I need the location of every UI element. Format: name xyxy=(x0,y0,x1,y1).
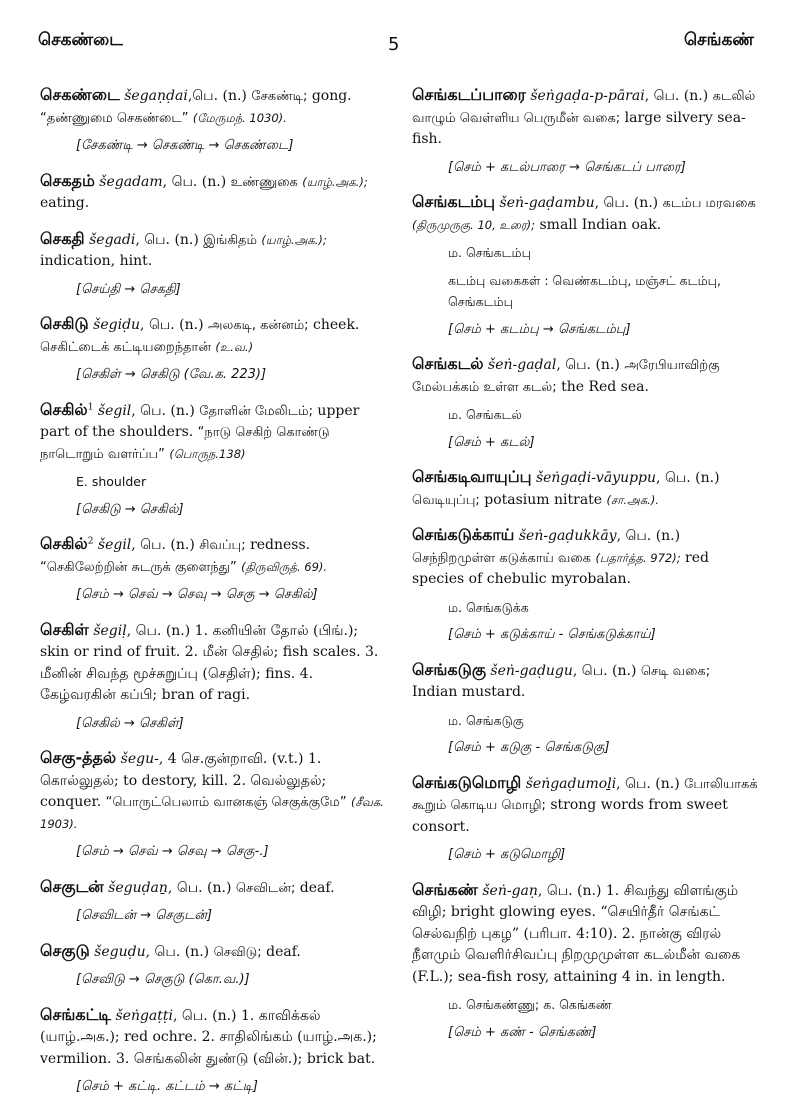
source-citation: (பொருந.138) xyxy=(169,446,246,461)
entry-definition xyxy=(412,772,758,839)
transliteration: šeṅgaḍa-p-pārai xyxy=(530,88,645,104)
entry-definition xyxy=(40,228,386,273)
source-citation: (பதார்த்த. 972); xyxy=(595,550,681,565)
dictionary-entry xyxy=(40,876,386,927)
etymology: [செம் + கடல்பாரை → செங்கடப் பாரை] xyxy=(448,159,686,175)
transliteration: šeṅ-gaḍugu xyxy=(490,662,573,679)
etymology: [செம் + கடம்பு → செங்கடம்பு] xyxy=(448,321,631,337)
english-gloss: cheek. xyxy=(313,317,360,333)
entry-headword: செங்கடிவாயுப்பு xyxy=(412,467,532,486)
tamil-gloss: சிவப்பு; xyxy=(199,538,246,553)
entry-definition xyxy=(40,747,386,835)
grammar-label: , பெ. (n.) xyxy=(616,528,681,544)
dictionary-entry xyxy=(40,170,386,215)
cognate-note: கடம்பு வகைகள் : வெண்கடம்பு, மஞ்சட் கடம்பு, செங்கடம்பு xyxy=(448,272,721,309)
entry-headword: செங்கடம்பு xyxy=(412,192,496,211)
grammar-label: , பெ. (n.) xyxy=(656,470,720,486)
cognate-note: ம. செங்கடல் xyxy=(448,407,522,422)
tamil-gloss: செடி வகை; xyxy=(640,663,711,679)
entry-headword: செங்கண் xyxy=(412,879,478,899)
grammar-label: , பெ. (n.) xyxy=(556,357,620,373)
tamil-gloss: அரேபியாவிற்கு மேல்பக்கம் உள்ள கடல்; xyxy=(412,358,720,395)
running-head-right: செங்கண் xyxy=(683,30,754,50)
english-gloss: gong. xyxy=(311,88,352,104)
tamil-gloss: போலியாகக் கூறும் கொடிய மொழி; xyxy=(412,776,758,813)
grammar-label: , பெ. (n.) xyxy=(167,879,232,896)
dictionary-entry xyxy=(40,747,386,863)
tamil-gloss: சேகண்டி; xyxy=(251,89,308,104)
cognate-note: ம. செங்கடுகு xyxy=(448,712,524,728)
entry-headword: செங்கடப்பாரை xyxy=(412,85,526,104)
sense-text: 1. சிவந்து விளங்கும் விழி; bright glowing eyes. “செயிர்தீர் செங்கட் செல்வநிற் புகழ” (பரிபா. 4:10). 2. நான்கு விரல் நீளமும் வெளிர்சிவப்பு நிறமுமுள்ள கடல்மீன் வகை (F.L.); sea-fish rosy, attaining 4 in. in length. xyxy=(412,882,741,985)
entry-headword: செகிள் xyxy=(40,619,89,639)
transliteration: šeguḍu xyxy=(94,943,146,960)
transliteration: šeṅ-gaḍambu xyxy=(499,195,595,211)
tamil-gloss: உண்ணுகை xyxy=(230,174,298,190)
entry-definition xyxy=(40,940,386,964)
grammar-label: ,பெ. (n.) xyxy=(187,88,247,104)
running-head-left: செகண்டை xyxy=(38,30,123,50)
etymology: [சேகண்டி → செகண்டி → செகண்டை] xyxy=(76,138,294,153)
source-citation: (திருமுருகு. 10, உரை); xyxy=(412,217,536,232)
dictionary-entry xyxy=(412,772,758,866)
dictionary-entry xyxy=(40,313,386,386)
tamil-gloss: வெடியுப்பு; xyxy=(412,492,480,508)
etymology: [செம் + கடுக்காய் - செங்கடுக்காய்] xyxy=(448,627,656,642)
transliteration: šeṅgaḍi-vāyuppu xyxy=(535,470,657,486)
english-gloss: upper part of the shoulders. xyxy=(40,402,360,440)
grammar-label: , பெ. (n.) xyxy=(131,402,195,419)
dictionary-entry xyxy=(40,1004,386,1098)
grammar-label: , பெ. (n.) xyxy=(126,622,191,639)
dictionary-entry xyxy=(40,940,386,991)
source-citation: (சீவக. 1903). xyxy=(40,795,384,831)
entry-definition xyxy=(412,84,758,151)
entry-headword: செகில் xyxy=(40,399,88,419)
dictionary-entry xyxy=(40,619,386,735)
page-number: 5 xyxy=(388,34,400,55)
dictionary-entry xyxy=(412,191,758,340)
etymology: [செம் + கடல்] xyxy=(448,434,535,450)
tamil-gloss: தோளின் மேலிடம்; xyxy=(199,403,313,419)
source-citation: (உ.வ.) xyxy=(215,339,254,354)
grammar-label: , பெ. (n.) xyxy=(537,882,602,899)
dictionary-entry xyxy=(40,399,386,521)
source-citation: (திருவிருத். 69). xyxy=(241,559,328,574)
transliteration: šegil xyxy=(97,402,132,419)
entry-headword: செகில் xyxy=(40,534,88,553)
sense-text: 1. கனியின் தோல் (பிங்.); skin or rind of fruit. 2. மீன் செதில்; fish scales. 3. மீனின் சிவந்த மூச்சுறுப்பு (செதிள்); fins. 4. கேழ்வரகின் கப்பி; bran of ragi. xyxy=(40,622,379,703)
transliteration: šeṅgaḍumoḻi xyxy=(525,775,617,792)
transliteration: šeṅ-gaḍukkāy xyxy=(518,528,617,544)
entry-headword: செகதம் xyxy=(40,170,95,190)
english-gloss: redness. xyxy=(250,537,311,553)
source-citation: (மேருமந். 1030). xyxy=(192,110,287,125)
dictionary-entry xyxy=(412,353,758,453)
grammar-label: , 4 செ.குன்றாவி. (v.t.) xyxy=(158,751,304,767)
entry-definition xyxy=(40,619,386,707)
entry-definition xyxy=(412,524,758,591)
dictionary-entry xyxy=(40,228,386,301)
grammar-label: , பெ. (n.) xyxy=(572,662,637,679)
etymology: [செம் → செவ் → செவு → செகு-.] xyxy=(76,844,269,859)
entry-headword: செங்கடுமொழி xyxy=(412,772,522,792)
english-gloss: large silvery sea-fish. xyxy=(412,109,746,147)
etymology: [செவிடன் → செகுடன்] xyxy=(76,908,213,923)
cognate-note: ம. செங்கண்ணு; க. கெங்கண் xyxy=(448,997,612,1012)
entry-definition xyxy=(412,879,758,989)
entry-headword: செகுடன் xyxy=(40,876,104,896)
quotation: “பொருட்பெலாம் வானகஞ் செகுக்குமே” xyxy=(105,795,347,810)
etymology: [செம் → செவ் → செவு → செகு → செகில்] xyxy=(76,587,318,602)
entry-definition xyxy=(40,399,386,466)
right-column xyxy=(412,84,758,1056)
english-gloss: indication, hint. xyxy=(40,253,153,269)
entry-definition xyxy=(412,353,758,398)
entry-headword: செகண்டை xyxy=(40,85,120,104)
source-citation: (சா.அக.). xyxy=(606,492,659,507)
entry-headword: செகதி xyxy=(40,228,85,248)
sense-text: 1. காவிக்கல் (யாழ்.அக.); red ochre. 2. சாதிலிங்கம் (யாழ்.அக.); vermilion. 3. செங்கலின் துண்டு (வின்.); brick bat. xyxy=(40,1007,377,1067)
entry-headword: செங்கடல் xyxy=(412,354,484,373)
entry-definition xyxy=(40,533,386,578)
cognate-note: ம. செங்கடம்பு xyxy=(448,245,531,260)
homonym-number: 2 xyxy=(87,536,94,547)
entry-definition xyxy=(40,313,386,358)
etymology: [செகிடு → செகில்] xyxy=(76,501,184,517)
homonym-number: 1 xyxy=(87,401,94,412)
transliteration: šeṅ-gaḍal xyxy=(488,357,557,373)
tamil-gloss: செவிடன்; xyxy=(235,880,296,896)
english-gloss: deaf. xyxy=(299,879,335,896)
etymology: [செம் + கடுகு - செங்கடுகு] xyxy=(448,740,610,755)
transliteration: šegadi xyxy=(89,231,136,248)
transliteration: šegiḍu xyxy=(93,317,141,333)
etymology: [செம் + கடுமொழி] xyxy=(448,847,566,862)
dictionary-entry xyxy=(412,524,758,646)
transliteration: šegu- xyxy=(120,751,159,767)
entry-headword: செகிடு xyxy=(40,314,89,333)
entry-definition xyxy=(40,170,386,215)
quotation: “நாடு செகிற் கொண்டு நாடொறும் வளர்ப்ப” xyxy=(40,425,330,462)
transliteration: šeṅgaṭṭi xyxy=(115,1007,174,1024)
dictionary-entry xyxy=(412,659,758,759)
transliteration: šegiḷ xyxy=(93,622,127,639)
dictionary-entry xyxy=(40,533,386,606)
quotation: “தண்ணுமை செகண்டை” xyxy=(40,110,189,126)
dictionary-entry xyxy=(40,84,386,157)
cognate-note: E. shoulder xyxy=(76,474,147,489)
english-gloss: eating. xyxy=(40,195,90,211)
dictionary-entry xyxy=(412,466,758,511)
dictionary-entry xyxy=(412,84,758,178)
quotation: “செகிலேற்றின் சுடருக் குளைந்து” xyxy=(40,559,237,575)
transliteration: šeṅ-gaṇ xyxy=(482,882,538,899)
entry-headword: செங்கட்டி xyxy=(40,1004,112,1024)
entry-definition xyxy=(412,191,758,236)
cognate-note: ம. செங்கடுக்க xyxy=(448,599,529,615)
tamil-gloss: கடம்ப மரவகை xyxy=(662,196,756,211)
source-citation: (யாழ்.அக.); xyxy=(302,174,368,189)
english-gloss: deaf. xyxy=(266,943,301,960)
entry-headword: செகுடு xyxy=(40,940,90,960)
etymology: [செய்தி → செகதி] xyxy=(76,281,181,297)
english-gloss: Indian mustard. xyxy=(412,684,526,700)
entry-headword: செகு-த்தல் xyxy=(40,748,117,767)
grammar-label: , பெ. (n.) xyxy=(140,317,204,333)
grammar-label: , பெ. (n.) xyxy=(145,943,210,960)
grammar-label: , பெ. (n.) xyxy=(594,195,659,211)
english-gloss: the Red sea. xyxy=(561,378,649,395)
quotation: செகிட்டைக் கட்டியறைந்தான் xyxy=(40,339,211,355)
grammar-label: , பெ. (n.) xyxy=(135,231,199,248)
grammar-label: , பெ. (n.) xyxy=(131,537,195,553)
etymology: [செகிள் → செகிடு (வே.க. 223)] xyxy=(76,367,267,382)
etymology: [செவிடு → செகுடு (கொ.வ.)] xyxy=(76,972,250,987)
grammar-label: , பெ. (n.) xyxy=(616,775,680,792)
grammar-label: , பெ. (n.) xyxy=(173,1007,237,1024)
entry-definition xyxy=(412,466,758,511)
transliteration: šegadam xyxy=(99,173,163,190)
tamil-gloss: செவிடு; xyxy=(213,944,262,960)
tamil-gloss: அலகடி, கன்னம்; xyxy=(208,318,309,333)
left-column xyxy=(40,84,386,1111)
tamil-gloss: இங்கிதம் xyxy=(203,232,257,248)
transliteration: šeguḍaṉ xyxy=(108,879,168,896)
source-citation: (யாழ்.அக.); xyxy=(261,232,327,247)
entry-definition xyxy=(40,876,386,900)
english-gloss: strong words from sweet consort. xyxy=(412,797,728,835)
english-gloss: potasium nitrate xyxy=(484,491,603,508)
tamil-gloss: செந்நிறமுள்ள கடுக்காய் வகை xyxy=(412,550,591,566)
etymology: [செம் + கண் - செங்கண்] xyxy=(448,1024,597,1040)
dictionary-entry xyxy=(412,879,758,1044)
english-gloss: small Indian oak. xyxy=(539,216,662,233)
grammar-label: , பெ. (n.) xyxy=(644,88,709,104)
transliteration: šegil xyxy=(97,537,132,553)
etymology: [செம் + கட்டி. கட்டம் → கட்டி] xyxy=(76,1079,258,1094)
english-gloss: red species of chebulic myrobalan. xyxy=(412,549,709,587)
entry-definition xyxy=(412,659,758,704)
entry-headword: செங்கடுகு xyxy=(412,659,486,679)
sense-text: 1. கொல்லுதல்; to destory, kill. 2. வெல்லுதல்; conquer. xyxy=(40,751,327,810)
entry-headword: செங்கடுக்காய் xyxy=(412,525,515,544)
entry-definition xyxy=(40,1004,386,1071)
grammar-label: , பெ. (n.) xyxy=(162,173,227,190)
tamil-gloss: கடலில் வாழும் வெள்ளிய பெருமீன் வகை; xyxy=(412,89,756,126)
entry-definition xyxy=(40,84,386,129)
etymology: [செகில் → செகிள்] xyxy=(76,715,184,731)
transliteration: šegaṇḍai xyxy=(124,88,188,104)
